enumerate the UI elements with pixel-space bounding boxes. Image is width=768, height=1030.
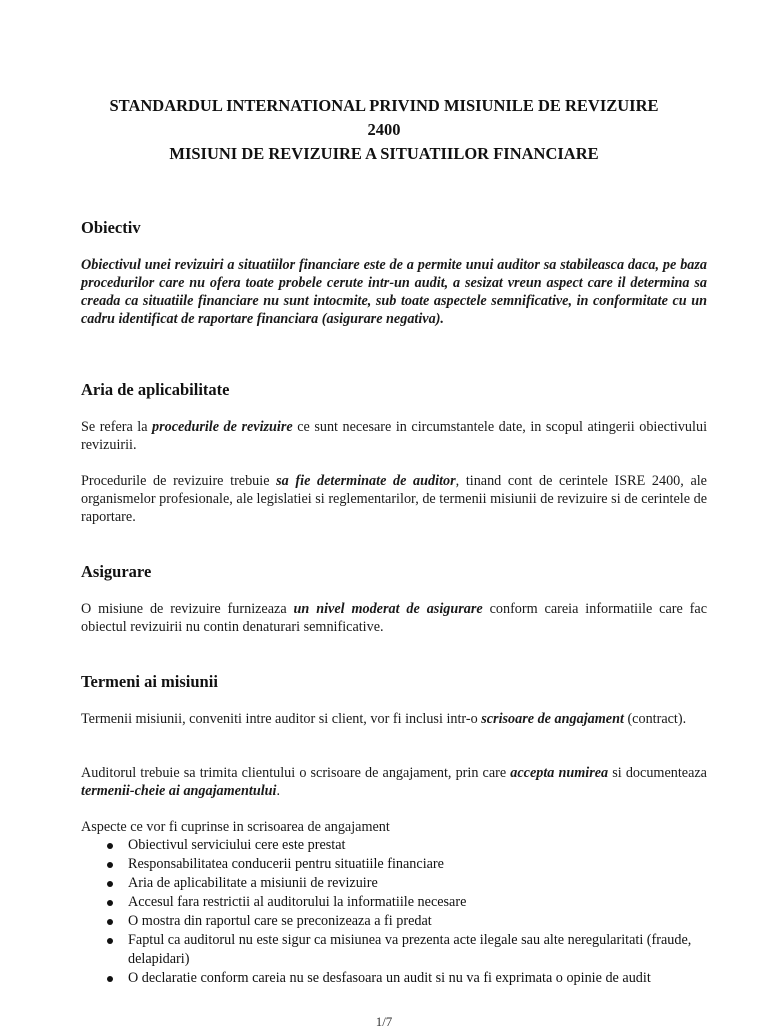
document-title-line-3: MISIUNI DE REVIZUIRE A SITUATIILOR FINANCIARE: [169, 144, 599, 163]
scope-heading: Aria de aplicabilitate: [81, 380, 230, 399]
list-item-text: Responsabilitatea conducerii pentru situatiile financiare: [128, 856, 444, 872]
terms-p1-emphasis: scrisoare de angajament: [481, 711, 624, 727]
bullet-icon: [107, 900, 113, 906]
objective-text: Obiectivul unei revizuiri a situatiilor financiare este de a permite unui auditor sa stabileasca daca, pe baza procedurilor care nu ofera toate probele cerute intr-un audit, a sesizat vreun aspect care il determina sa creada ca situatiile financiare nu sunt intocmite, sub toate aspectele semnificative, in conformitate cu un cadru identificat de raportare financiara (asigurare negativa).: [81, 257, 707, 327]
page-number: 1/7: [375, 1014, 393, 1029]
scope-p1-text-end: ce sunt necesare in circumstantele date, in scopul atingerii obiectivului revizuirii.: [81, 419, 708, 453]
scope-p1-text-start: Se refera la: [81, 419, 153, 435]
terms-p1-text-end: (contract).: [623, 711, 687, 727]
list-item: [81, 969, 707, 988]
list-item-text: O mostra din raportul care se preconizeaza a fi predat: [128, 913, 432, 929]
terms-paragraph-1: [81, 710, 707, 728]
scope-p1-emphasis: procedurile de revizuire: [152, 419, 293, 435]
list-item: [81, 836, 707, 855]
assurance-text-end: conform careia informatiile care fac obiectul revizuirii nu contin denaturari semnificative.: [81, 601, 707, 635]
document-title-line-1: STANDARDUL INTERNATIONAL PRIVIND MISIUNILE DE REVIZUIRE: [109, 96, 659, 115]
terms-p2-text-end: .: [276, 783, 281, 799]
terms-paragraph-2: [81, 764, 707, 800]
terms-p2-text-start: Auditorul trebuie sa trimita clientului o scrisoare de angajament, prin care: [81, 765, 511, 781]
terms-p2-emphasis-2: termenii-cheie ai angajamentului: [81, 783, 277, 799]
list-item-text: Accesul fara restrictii al auditorului la informatiile necesare: [128, 894, 467, 910]
list-item-text: Aria de aplicabilitate a misiunii de revizuire: [128, 875, 378, 891]
scope-p2-text-end: , tinand cont de cerintele ISRE 2400, ale organismelor profesionale, ale legislatiei si reglementarilor, de termenii misiunii de revizuire si de cerintele de raportare.: [81, 473, 707, 525]
scope-paragraph-1: [81, 418, 707, 454]
list-item-text: O declaratie conform careia nu se desfasoara un audit si nu va fi exprimata o opinie de audit: [128, 970, 651, 986]
assurance-paragraph: [81, 600, 707, 636]
list-item: [81, 931, 707, 969]
scope-p2-text-start: Procedurile de revizuire trebuie: [81, 473, 277, 489]
scope-p2-emphasis: sa fie determinate de auditor: [276, 473, 456, 489]
bullet-icon: [107, 976, 113, 982]
terms-heading: Termeni ai misiunii: [81, 672, 218, 691]
bullet-icon: [107, 919, 113, 925]
list-item: [81, 912, 707, 931]
assurance-text-start: O misiune de revizuire furnizeaza: [81, 601, 294, 617]
objective-heading: Obiectiv: [81, 218, 141, 237]
bullet-icon: [107, 843, 113, 849]
document-title-line-2: 2400: [367, 120, 401, 139]
terms-list-intro: Aspecte ce vor fi cuprinse in scrisoarea de angajament: [81, 819, 390, 835]
bullet-icon: [107, 881, 113, 887]
list-item-text: Obiectivul serviciului cere este prestat: [128, 837, 346, 853]
scope-paragraph-2: [81, 472, 707, 526]
assurance-heading: Asigurare: [81, 562, 152, 581]
list-item: [81, 874, 707, 893]
terms-p2-text-mid: si documenteaza: [608, 765, 707, 781]
list-item: [81, 855, 707, 874]
terms-p1-text-start: Termenii misiunii, conveniti intre auditor si client, vor fi inclusi intr-o: [81, 711, 482, 727]
bullet-icon: [107, 862, 113, 868]
assurance-emphasis: un nivel moderat de asigurare: [293, 601, 483, 617]
terms-p2-emphasis-1: accepta numirea: [510, 765, 609, 781]
engagement-letter-items: [81, 836, 707, 988]
bullet-icon: [107, 938, 113, 944]
list-item-text: Faptul ca auditorul nu este sigur ca misiunea va prezenta acte ilegale sau alte neregularitati (fraude, delapidari): [128, 932, 692, 967]
list-item: [81, 893, 707, 912]
